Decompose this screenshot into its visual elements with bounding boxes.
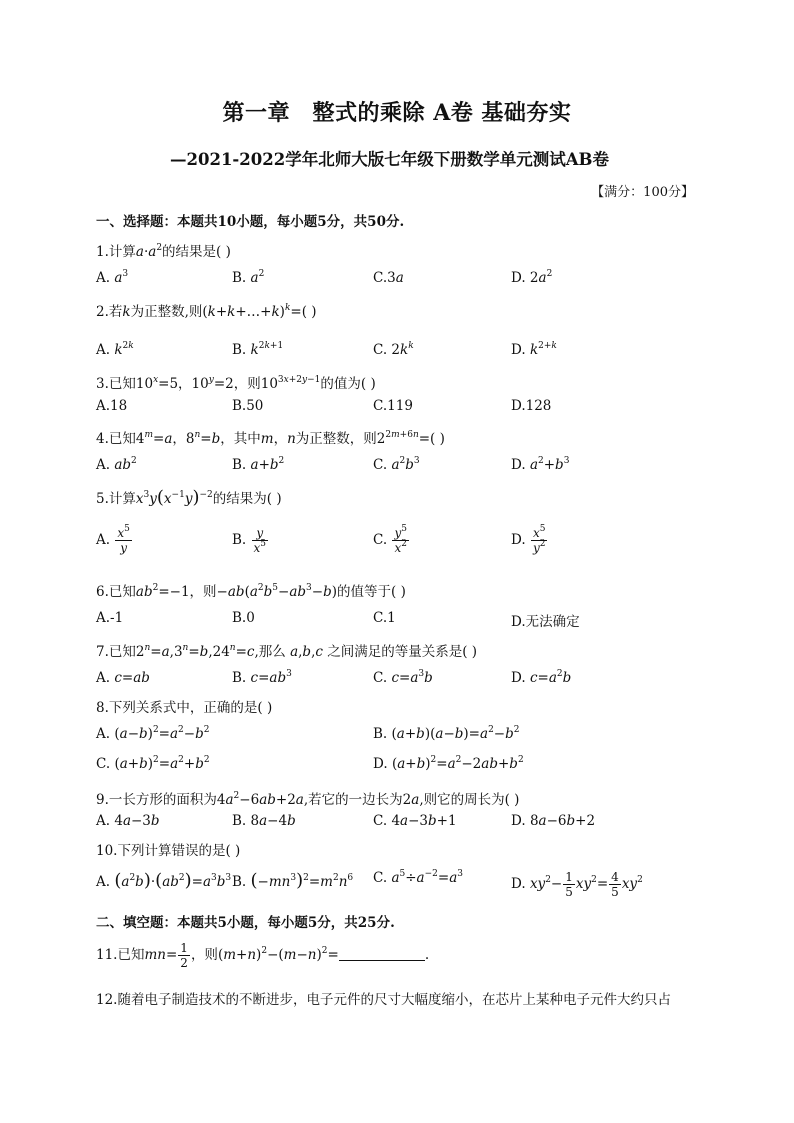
page-title: 第一章 整式的乘除 A卷 基础夯实 — [222, 100, 572, 126]
question-1-options — [96, 270, 736, 292]
option-d: D. $2a^2$ — [511, 269, 553, 286]
question-7-options — [96, 670, 736, 692]
option-a: A. $k^{2k}$ — [96, 341, 134, 358]
option-c: C. $(a+b)^2=a^2+b^2$ — [96, 755, 210, 772]
option-d: D. $a^2+b^3$ — [511, 456, 570, 473]
full-score: 【满分：100分】 — [591, 185, 694, 200]
option-d: D.128 — [511, 398, 552, 414]
option-d: D. $\frac{x^5}{y^2}$ — [511, 524, 546, 555]
option-d: D. $(a+b)^2=a^2-2ab+b^2$ — [373, 755, 524, 772]
option-b: B. $c=ab^3$ — [232, 669, 292, 686]
question-7: 7.已知$2^n=a,3^n=b,24^n=c$,那么 a,b,c 之间满足的等量关系是( ) — [96, 643, 478, 660]
question-3-options — [96, 398, 736, 420]
option-c: C.119 — [373, 398, 413, 414]
question-8: 8.下列关系式中，正确的是( ) — [96, 700, 273, 716]
question-6: 6.已知$ab^2=-1$，则$-ab(a^2b^5-ab^3-b)$的值等于( ) — [96, 583, 406, 600]
question-10: 10.下列计算错误的是( ) — [96, 843, 241, 859]
option-b: B.0 — [232, 610, 255, 626]
option-b: B.50 — [232, 398, 264, 414]
question-2: 2.若k为正整数,则(k+k+…+k)$^k$=( ) — [96, 303, 317, 320]
question-6-options — [96, 610, 736, 632]
option-a: A. $(a^2b)\cdot(ab^2)=a^3b^3$ — [96, 870, 232, 891]
section-choice-heading: 一、选择题：本题共10小题，每小题5分，共50分. — [96, 214, 405, 230]
option-a: A. c=ab — [96, 670, 150, 686]
option-d: D. $xy^2-$ $\frac{1}{5}$ $xy^2=$ $\frac{4}{5}$ $xy^2$ — [511, 870, 643, 899]
option-a: A.18 — [96, 398, 128, 414]
option-a: A. $\frac{x^5}{y}$ — [96, 524, 130, 555]
option-b: B. $a+b^2$ — [232, 456, 285, 473]
question-4: 4.已知$4^m=a$，$8^n=b$，其中m，n为正整数，则$2^{2m+6n}=$( ) — [96, 430, 445, 447]
section-fill-heading: 二、填空题：本题共5小题，每小题5分，共25分. — [96, 915, 395, 931]
option-a: A. $(a-b)^2=a^2-b^2$ — [96, 725, 210, 742]
option-a: A.-1 — [96, 610, 124, 626]
option-c: C. $a^5\div a^{-2}=a^3$ — [373, 869, 463, 886]
option-d: D. $c=a^2b$ — [511, 669, 572, 686]
option-c: C. $a^2b^3$ — [373, 456, 420, 473]
option-c: C. $2k^k$ — [373, 341, 414, 358]
option-c: C. $c=a^3b$ — [373, 669, 433, 686]
option-a: A. 4a−3b — [96, 813, 160, 829]
question-11: 11.已知mn= $\frac{1}{2}$ ，则$(m+n)^2-(m-n)^2=$ . — [96, 941, 430, 970]
option-b: B. $(a+b)(a-b)=a^2-b^2$ — [373, 725, 520, 742]
question-10-options — [96, 870, 736, 900]
option-d: D. 8a−6b+2 — [511, 813, 596, 829]
question-3: 3.已知$10^x=5$，$10^y=2$，则$10^{3x+2y-1}$的值为( ) — [96, 375, 376, 392]
question-9-options — [96, 813, 736, 835]
option-c: C. 4a−3b+1 — [373, 813, 457, 829]
question-5: 5.计算$x^3y(x^{-1}y)^{-2}$的结果为( ) — [96, 487, 282, 508]
option-c: C.1 — [373, 610, 396, 626]
option-a: A. $ab^2$ — [96, 456, 137, 473]
option-c: C. $\frac{y^5}{x^2}$ — [373, 524, 407, 555]
question-4-options — [96, 457, 736, 479]
question-9: 9.一长方形的面积为$4a^2-6ab+2a$,若它的一边长为2a,则它的周长为( ) — [96, 791, 520, 808]
option-d: D. $k^{2+k}$ — [511, 341, 557, 358]
option-b: B. $(-mn^3)^2=m^2n^6$ — [232, 870, 354, 891]
option-b: B. $k^{2k+1}$ — [232, 341, 284, 358]
question-8-options-row2 — [96, 756, 736, 778]
option-a: A. $a^3$ — [96, 269, 129, 286]
question-2-options — [96, 342, 736, 364]
option-b: B. $a^2$ — [232, 269, 265, 286]
option-c: C.3a — [373, 270, 404, 286]
option-b: B. $\frac{y}{x^5}$ — [232, 526, 267, 555]
question-8-options-row1 — [96, 726, 736, 748]
option-d: D.无法确定 — [511, 614, 580, 630]
page-subtitle: —2021-2022学年北师大版七年级下册数学单元测试AB卷 — [170, 150, 609, 169]
question-12: 12.随着电子制造技术的不断进步，电子元件的尺寸大幅度缩小，在芯片上某种电子元件大约只占 — [96, 992, 671, 1008]
option-b: B. 8a−4b — [232, 813, 296, 829]
answer-blank[interactable] — [339, 948, 425, 961]
question-1: 1.计算$a\cdot a^2$的结果是( ) — [96, 243, 231, 260]
question-5-options — [96, 526, 736, 566]
